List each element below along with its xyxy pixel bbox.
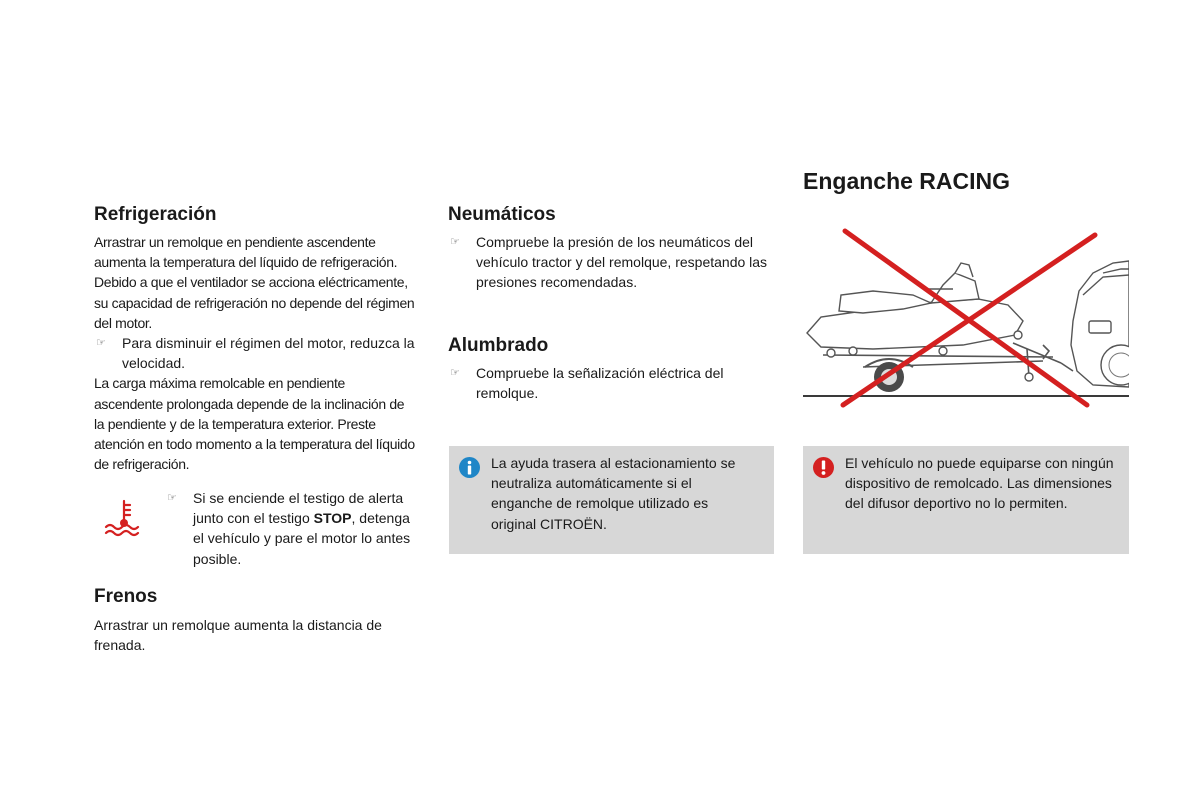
- bullet-hand-icon: ☞: [96, 337, 106, 350]
- frenos-text: Arrastrar un remolque aumenta la distancia de frenada.: [94, 617, 382, 654]
- frenos-heading: Frenos: [94, 586, 158, 607]
- no-towing-jetski-trailer-illustration: [803, 225, 1129, 413]
- refrigeracion-paragraph-2: La carga máxima remolcable en pendiente ascendente prolongada depende de la inclinación de la pendiente y de la temperatura exterior. Preste atención en todo momento a la temperatura del líquido de refrigeración.: [94, 375, 415, 473]
- neumaticos-bullet: [448, 232, 768, 293]
- stop-label: STOP: [313, 510, 352, 527]
- parking-aid-info-box: [449, 446, 774, 554]
- alumbrado-bullet: [448, 363, 768, 403]
- frenos-section: [94, 586, 424, 655]
- refrigeracion-bullet-text: Para disminuir el régimen del motor, reduzca la velocidad.: [122, 335, 415, 372]
- enganche-racing-heading: Enganche RACING: [803, 168, 1011, 194]
- neumaticos-bullet-text: Compruebe la presión de los neumáticos del vehículo tractor y del remolque, respetando las presiones recomendadas.: [476, 234, 768, 291]
- warning-text-post: , detenga el vehículo y pare el motor lo antes posible.: [193, 510, 411, 567]
- warning-text-pre: Si se enciende el testigo de alerta junto con el testigo: [193, 490, 404, 527]
- alumbrado-heading: Alumbrado: [448, 335, 549, 356]
- warning-box-text: El vehículo no puede equiparse con ningún dispositivo de remolcado. Las dimensiones del difusor deportivo no lo permiten.: [845, 455, 1114, 512]
- info-icon: [459, 457, 480, 478]
- refrigeracion-bullet: [94, 333, 422, 373]
- neumaticos-heading: Neumáticos: [448, 204, 556, 225]
- stop-warning-bullet: [165, 488, 420, 569]
- refrigeracion-heading: Refrigeración: [94, 204, 217, 225]
- bullet-hand-icon: ☞: [450, 236, 460, 248]
- neumaticos-section: [448, 204, 778, 293]
- refrigeracion-section: [94, 204, 424, 474]
- bullet-hand-icon: ☞: [167, 492, 177, 504]
- info-box-text: La ayuda trasera al estacionamiento se neutraliza automáticamente si el enganche de remolque utilizado es original CITROËN.: [491, 455, 736, 532]
- alumbrado-bullet-text: Compruebe la señalización eléctrica del remolque.: [476, 365, 724, 402]
- alumbrado-section: [448, 335, 778, 403]
- refrigeracion-paragraph-1: Arrastrar un remolque en pendiente ascendente aumenta la temperatura del líquido de refrigeración. Debido a que el ventilador se acciona eléctricamente, su capacidad de refrigeración no depende del régimen del motor.: [94, 234, 415, 331]
- racing-warning-box: [803, 446, 1129, 554]
- bullet-hand-icon: ☞: [450, 367, 460, 379]
- warning-icon: [813, 457, 834, 478]
- coolant-temperature-icon: [102, 497, 147, 542]
